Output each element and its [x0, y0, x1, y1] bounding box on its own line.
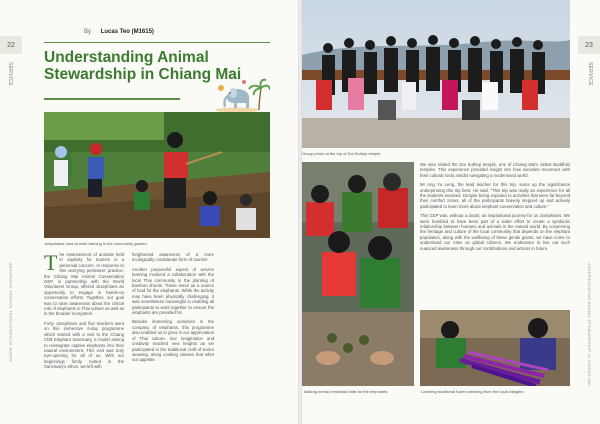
- herbal-balls-photo: [302, 162, 414, 386]
- weaving-caption: Learning traditional Karen weaving from the local villagers: [421, 389, 524, 394]
- farming-photo: [44, 112, 270, 238]
- right-para-1: We also visited the Doi Suthep temple, one of Chiang Mai's oldest Buddhist temples. This experience provided insight into how societies reconnect with their cultural roots amidst navigating a modernised world.: [420, 162, 570, 178]
- right-side-text: UNDERSTANDING ANIMAL STEWARDSHIP IN CHIANG MAI: [587, 262, 592, 387]
- elephant-illustration: [215, 76, 270, 112]
- col2-para-2: Another purposeful aspect of service learning involved a collaboration with the local Thai community in the planting of bamboo shoots. These serve as a source of food for the elephants. While the activity may have been physically challenging, it was nonetheless meaningful in enabling all participants to work together to ensure the elephants are provided for.: [132, 266, 214, 316]
- byline: [84, 29, 154, 35]
- drop-cap: T: [44, 250, 58, 275]
- right-para-3: This GEP was, without a doubt, an inspirational journey for us Josephians. We were humbled to have been part of a wider effort to create a symbiotic relationship between humans and animals in the natural world. By conserving the heritage and culture of the local community that depends on the elephant population, along with the wellbeing of these gentle giants, we have come to understand our roles as global citizens. We endeavour to live out such nuanced awareness through our contributions and actions in future.: [420, 213, 570, 251]
- right-page: [302, 0, 600, 424]
- left-section-label: SERVICE: [7, 62, 13, 86]
- page-number-left: 22: [0, 36, 22, 54]
- col1-para-1: he mistreatment of animals held in captivity for tourism is a perennial concern. In response to this worrying persistent practice, the Chiang Mai Animal Conservation GEP, in partnership with the World Volunteers Group, offered Josephians an opportunity to engage in hands-on conservation efforts. Together, our goal was to raise awareness about the critical role of elephants in Thai culture as well as in the broader ecosystem.: [44, 252, 124, 317]
- article-title: Understanding Animal Stewardship in Chiang Mai: [44, 49, 242, 83]
- author-name: Lucas Teo (M1615): [100, 29, 154, 35]
- group-photo-caption: Group photo at the top of Doi Suthep temple: [302, 151, 381, 156]
- title-rule: [44, 42, 270, 43]
- body-column-2: [132, 252, 214, 367]
- weaving-photo: [420, 310, 570, 386]
- herbal-balls-caption: Making herbal medicinal balls for the elephants: [304, 389, 388, 394]
- byline-prefix: By: [84, 29, 92, 35]
- col1-para-2: Forty Josephians and five teachers went on this immersive 6-day programme which started with a visit to the Chiang Chill Elephant Sanctuary, a model aiming to reintegrate captive elephants into their natural environment. This visit was truly eye-opening for all of us. With our beginnings firmly rooted in the Sanctuary's ethos, we left with: [44, 320, 124, 370]
- palm-tree-illustration: [249, 80, 270, 110]
- title-underline: [44, 98, 180, 100]
- left-side-text: SHARE INTERNATIONAL SCHOOL SINGAPORE: [8, 262, 13, 363]
- left-page: [0, 0, 298, 424]
- right-body-column: [420, 162, 570, 255]
- body-column-1: [44, 252, 124, 374]
- right-section-label: SERVICE: [587, 62, 593, 86]
- farming-photo-caption: Josephians hard at work farming in the community garden: [44, 241, 147, 246]
- col2-para-3: Besides immersing ourselves in the company of elephants, this programme also enabled us to grow in our appreciation of Thai culture. Our imagination and creativity reached new heights as we participated in the traditional craft of Karen weaving, along cooking classes that whet our appetite.: [132, 319, 214, 363]
- col2-para-1: heightened awareness of a more ecologically considerate form of tourism.: [132, 252, 214, 263]
- group-photo: [302, 0, 570, 148]
- page-number-right: 23: [578, 36, 600, 54]
- right-para-2: Mr Ang Yu Leng, the lead teacher for this trip, sums up the significance underpinning this trip best. He said, "This trip was really an experience for all the students involved. Despite being exposed to activities that were far beyond their comfort zones, all of the participants bravely stepped up and actively participated to learn more about elephant conservation and culture.": [420, 182, 570, 209]
